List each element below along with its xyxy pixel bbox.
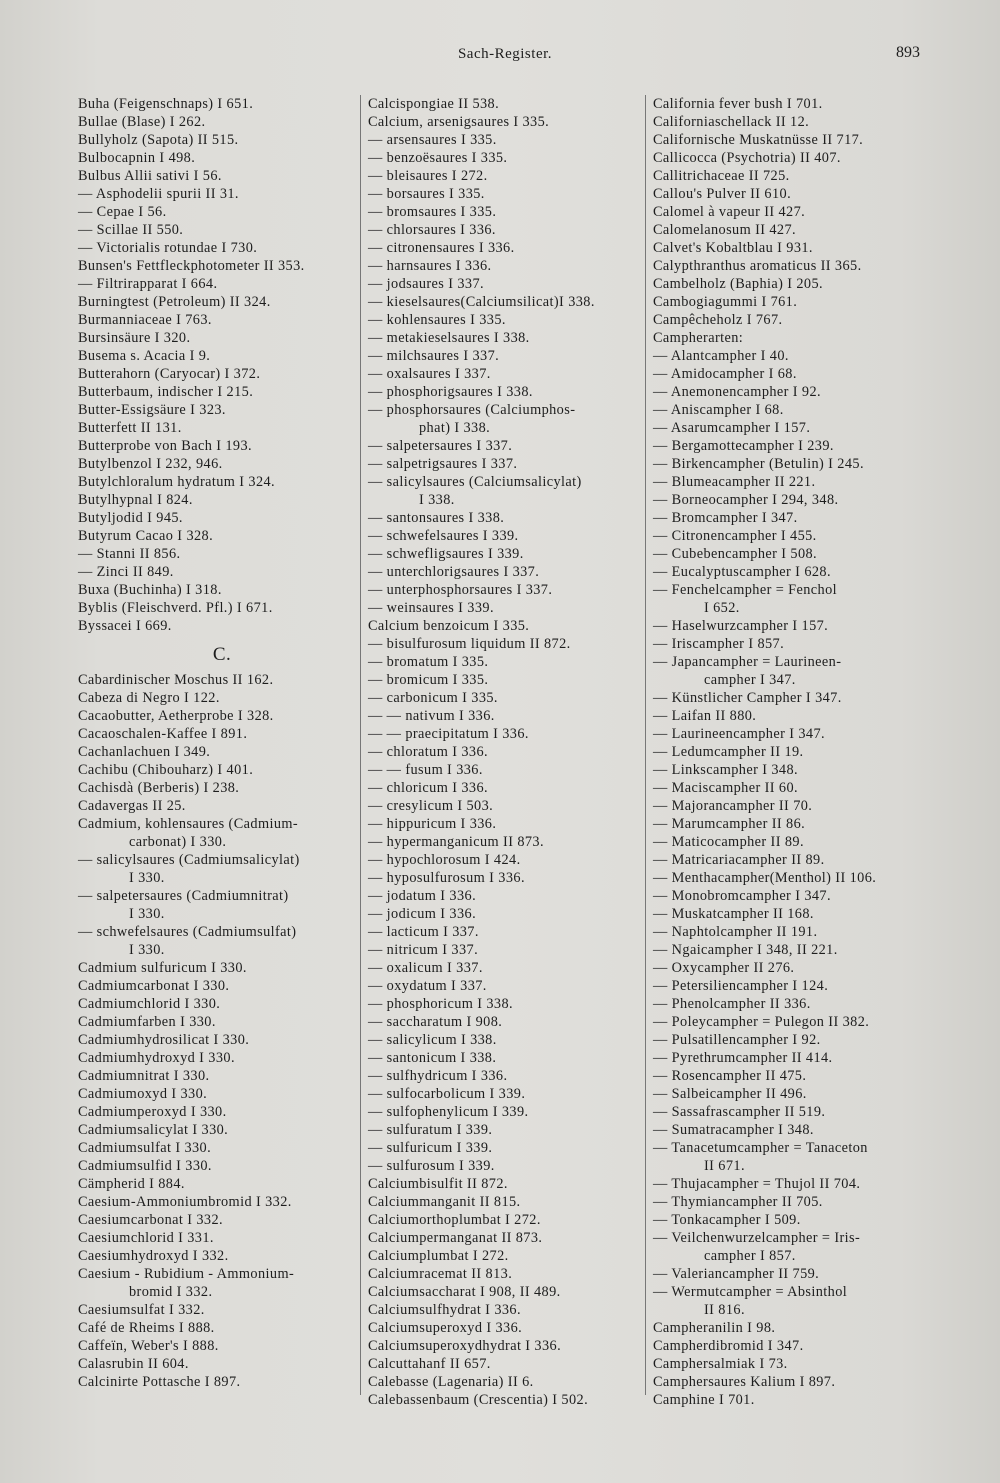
index-entry: — Zinci II 849. <box>78 564 174 580</box>
index-entry: Calcuttahanf II 657. <box>368 1356 491 1372</box>
index-column-2 <box>368 95 658 1409</box>
index-entry: Calciumsuperoxyd I 336. <box>368 1320 523 1336</box>
index-entry: — kohlensaures I 335. <box>368 312 506 328</box>
index-entry: — Asarumcampher I 157. <box>653 420 811 436</box>
index-entry-continuation: I 330. <box>129 906 165 922</box>
index-entry: Butterprobe von Bach I 193. <box>78 438 252 454</box>
index-entry: — jodsaures I 337. <box>368 276 484 292</box>
index-entry: Cachisdà (Berberis) I 238. <box>78 780 240 796</box>
index-entry: — hyposulfurosum I 336. <box>368 870 525 886</box>
index-entry: — sulfuricum I 339. <box>368 1140 493 1156</box>
index-entry: — benzoësaures I 335. <box>368 150 508 166</box>
index-entry: Caesiumsulfat I 332. <box>78 1302 205 1318</box>
index-entry: — unterphosphorsaures I 337. <box>368 582 553 598</box>
index-entry: — milchsaures I 337. <box>368 348 500 364</box>
index-entry: — Poleycampher = Pulegon II 382. <box>653 1014 870 1030</box>
index-entry: Busema s. Acacia I 9. <box>78 348 211 364</box>
index-entry: — Maticocampher II 89. <box>653 834 804 850</box>
index-entry: Cadmiumsulfid I 330. <box>78 1158 212 1174</box>
index-entry: — Cepae I 56. <box>78 204 167 220</box>
index-entry: Caesiumchlorid I 331. <box>78 1230 214 1246</box>
index-entry: Cacaobutter, Aetherprobe I 328. <box>78 708 274 724</box>
index-entry-continuation: I 338. <box>419 492 455 508</box>
index-entry: — Tanacetumcampher = Tanaceton <box>653 1140 868 1156</box>
index-entry: Cambogiagummi I 761. <box>653 294 798 310</box>
index-entry: — Anemonencampher I 92. <box>653 384 822 400</box>
index-entry: Bullae (Blase) I 262. <box>78 114 206 130</box>
index-entry: — bisulfurosum liquidum II 872. <box>368 636 571 652</box>
index-entry: — schwefelsaures I 339. <box>368 528 519 544</box>
index-entry: — phosphoricum I 338. <box>368 996 514 1012</box>
index-entry: Cadmiumchlorid I 330. <box>78 996 221 1012</box>
index-entry: Cadavergas II 25. <box>78 798 186 814</box>
index-entry-continuation: I 330. <box>129 942 165 958</box>
index-entry: — Laifan II 880. <box>653 708 757 724</box>
index-entry: — Laurineencampher I 347. <box>653 726 825 742</box>
index-entry: Campherdibromid I 347. <box>653 1338 804 1354</box>
index-entry: Callitrichaceae II 725. <box>653 168 790 184</box>
index-entry-continuation: campher I 347. <box>704 672 796 688</box>
index-entry: — schwefligsaures I 339. <box>368 546 524 562</box>
index-entry: Bulbus Allii sativi I 56. <box>78 168 222 184</box>
index-entry: Cadmiumhydroxyd I 330. <box>78 1050 235 1066</box>
index-entry: — Blumeacampher II 221. <box>653 474 816 490</box>
index-entry: — sulfuratum I 339. <box>368 1122 493 1138</box>
index-entry: — — praecipitatum I 336. <box>368 726 529 742</box>
index-entry-continuation: bromid I 332. <box>129 1284 213 1300</box>
index-entry: Cadmium, kohlensaures (Cadmium- <box>78 816 299 832</box>
index-entry: — salpetersaures I 337. <box>368 438 513 454</box>
index-entry: Campherarten: <box>653 330 744 346</box>
index-entry: — Salbeicampher II 496. <box>653 1086 807 1102</box>
index-entry: — bromicum I 335. <box>368 672 489 688</box>
index-entry: — Ngaicampher I 348, II 221. <box>653 942 838 958</box>
index-entry: — bromsaures I 335. <box>368 204 497 220</box>
index-entry: — Thujacampher = Thujol II 704. <box>653 1176 861 1192</box>
index-entry: Camphine I 701. <box>653 1392 755 1408</box>
index-entry: — Marumcampher II 86. <box>653 816 806 832</box>
index-entry: — salpetersaures (Cadmiumnitrat) <box>78 888 289 904</box>
index-entry: Butterbaum, indischer I 215. <box>78 384 254 400</box>
index-entry: Calciumsaccharat I 908, II 489. <box>368 1284 561 1300</box>
index-entry: — oxalsaures I 337. <box>368 366 491 382</box>
index-entry: — Victorialis rotundae I 730. <box>78 240 258 256</box>
index-entry: — Pyrethrumcampher II 414. <box>653 1050 833 1066</box>
index-entry: — Fenchelcampher = Fenchol <box>653 582 838 598</box>
index-entry: — sulfurosum I 339. <box>368 1158 495 1174</box>
running-header <box>0 46 1000 70</box>
index-entry: Cabardinischer Moschus II 162. <box>78 672 274 688</box>
index-entry: — Rosencampher II 475. <box>653 1068 807 1084</box>
index-entry: Cadmiumhydrosilicat I 330. <box>78 1032 250 1048</box>
index-entry: Cadmium sulfuricum I 330. <box>78 960 247 976</box>
index-entry: — Amidocampher I 68. <box>653 366 797 382</box>
index-entry: Caesium-Ammoniumbromid I 332. <box>78 1194 292 1210</box>
index-entry: — Petersiliencampher I 124. <box>653 978 829 994</box>
index-entry: — — fusum I 336. <box>368 762 483 778</box>
index-entry: — arsensaures I 335. <box>368 132 497 148</box>
index-entry: — Eucalyptuscampher I 628. <box>653 564 831 580</box>
index-entry: — cresylicum I 503. <box>368 798 494 814</box>
index-entry: Caffeïn, Weber's I 888. <box>78 1338 219 1354</box>
index-entry: — carbonicum I 335. <box>368 690 498 706</box>
index-entry: — sulfhydricum I 336. <box>368 1068 508 1084</box>
index-entry: Caesium - Rubidium - Ammonium- <box>78 1266 295 1282</box>
index-entry: Caesiumhydroxyd I 332. <box>78 1248 229 1264</box>
index-entry: Calebasse (Lagenaria) II 6. <box>368 1374 534 1390</box>
page-number: 893 <box>896 44 920 61</box>
index-entry: — Borneocampher I 294, 348. <box>653 492 839 508</box>
index-entry: — santonicum I 338. <box>368 1050 497 1066</box>
index-entry: Cacaoschalen-Kaffee I 891. <box>78 726 248 742</box>
index-entry: — sulfocarbolicum I 339. <box>368 1086 526 1102</box>
index-entry: — Monobromcampher I 347. <box>653 888 831 904</box>
index-entry: Cambelholz (Baphia) I 205. <box>653 276 824 292</box>
index-entry: — nitricum I 337. <box>368 942 479 958</box>
index-entry-continuation: II 816. <box>704 1302 745 1318</box>
index-entry: — borsaures I 335. <box>368 186 485 202</box>
index-entry: — — nativum I 336. <box>368 708 495 724</box>
index-entry: — metakieselsaures I 338. <box>368 330 530 346</box>
index-entry: — hippuricum I 336. <box>368 816 497 832</box>
index-entry: — sulfophenylicum I 339. <box>368 1104 529 1120</box>
index-entry: Calciumsuperoxydhydrat I 336. <box>368 1338 562 1354</box>
index-entry: Butterahorn (Caryocar) I 372. <box>78 366 261 382</box>
index-entry: Calciumbisulfit II 872. <box>368 1176 508 1192</box>
index-entry: Cadmiumnitrat I 330. <box>78 1068 210 1084</box>
page-title: Sach-Register. <box>457 46 553 62</box>
index-entry: — oxydatum I 337. <box>368 978 487 994</box>
index-entry: Butyrum Cacao I 328. <box>78 528 214 544</box>
index-entry: Byblis (Fleischverd. Pfl.) I 671. <box>78 600 273 616</box>
section-letter: C. <box>212 644 232 665</box>
index-entry: — salicylsaures (Calciumsalicylat) <box>368 474 582 490</box>
index-entry: Calebassenbaum (Crescentia) I 502. <box>368 1392 589 1408</box>
index-entry: Campêcheholz I 767. <box>653 312 783 328</box>
index-entry: — chloricum I 336. <box>368 780 488 796</box>
index-entry: — Phenolcampher II 336. <box>653 996 811 1012</box>
index-entry: Cachibu (Chibouharz) I 401. <box>78 762 254 778</box>
index-entry: Calciummanganit II 815. <box>368 1194 521 1210</box>
index-entry: — bromatum I 335. <box>368 654 489 670</box>
index-entry: — chlorsaures I 336. <box>368 222 496 238</box>
index-entry: — Veilchenwurzelcampher = Iris- <box>653 1230 861 1246</box>
index-entry: — phosphorsaures (Calciumphos- <box>368 402 576 418</box>
index-entry: — jodatum I 336. <box>368 888 477 904</box>
index-entry: — Wermutcampher = Absinthol <box>653 1284 848 1300</box>
index-entry: Butylhypnal I 824. <box>78 492 193 508</box>
index-entry: — weinsaures I 339. <box>368 600 494 616</box>
index-entry: — Linkscampher I 348. <box>653 762 798 778</box>
index-entry: Cadmiumsulfat I 330. <box>78 1140 212 1156</box>
index-entry: Callicocca (Psychotria) II 407. <box>653 150 841 166</box>
index-entry: Calciumorthoplumbat I 272. <box>368 1212 541 1228</box>
index-entry: — Majorancampher II 70. <box>653 798 813 814</box>
index-entry: — salpetrigsaures I 337. <box>368 456 518 472</box>
index-entry: Callou's Pulver II 610. <box>653 186 792 202</box>
index-entry: Calciumplumbat I 272. <box>368 1248 509 1264</box>
index-entry: Bunsen's Fettfleckphotometer II 353. <box>78 258 305 274</box>
index-entry-continuation: I 652. <box>704 600 740 616</box>
index-entry: — Naphtolcampher II 191. <box>653 924 818 940</box>
index-entry: Cadmiumcarbonat I 330. <box>78 978 230 994</box>
index-entry: — saccharatum I 908. <box>368 1014 503 1030</box>
index-entry: — Pulsatillencampher I 92. <box>653 1032 821 1048</box>
index-entry: — Haselwurzcampher I 157. <box>653 618 829 634</box>
index-entry: — citronensaures I 336. <box>368 240 515 256</box>
index-entry: Calcium benzoicum I 335. <box>368 618 530 634</box>
index-entry: — Valeriancampher II 759. <box>653 1266 820 1282</box>
index-entry: — Thymiancampher II 705. <box>653 1194 823 1210</box>
index-column-1 <box>78 95 366 1391</box>
index-entry: — Filtrirapparat I 664. <box>78 276 218 292</box>
index-entry: — Matricariacampher II 89. <box>653 852 825 868</box>
index-entry: — harnsaures I 336. <box>368 258 492 274</box>
index-entry: Burmanniaceae I 763. <box>78 312 212 328</box>
index-entry-continuation: II 671. <box>704 1158 745 1174</box>
index-entry: Cämpherid I 884. <box>78 1176 185 1192</box>
index-entry: — Birkencampher (Betulin) I 245. <box>653 456 864 472</box>
index-entry: Calcispongiae II 538. <box>368 96 500 112</box>
index-entry: — Sassafrascampher II 519. <box>653 1104 826 1120</box>
index-entry: Butterfett II 131. <box>78 420 182 436</box>
index-entry: Calcinirte Pottasche I 897. <box>78 1374 241 1390</box>
index-entry: Calomel à vapeur II 427. <box>653 204 806 220</box>
index-entry: — Ledumcampher II 19. <box>653 744 804 760</box>
index-entry: Burningtest (Petroleum) II 324. <box>78 294 271 310</box>
index-entry: — Tonkacampher I 509. <box>653 1212 801 1228</box>
index-entry: — lacticum I 337. <box>368 924 479 940</box>
index-entry: Campheranilin I 98. <box>653 1320 776 1336</box>
index-entry: — Künstlicher Campher I 347. <box>653 690 842 706</box>
index-entry: — Cubebencampher I 508. <box>653 546 818 562</box>
index-entry: — Citronencampher I 455. <box>653 528 817 544</box>
index-entry: — Scillae II 550. <box>78 222 184 238</box>
index-entry: Cachanlachuen I 349. <box>78 744 211 760</box>
index-entry: — Sumatracampher I 348. <box>653 1122 814 1138</box>
index-entry: Cadmiumfarben I 330. <box>78 1014 216 1030</box>
index-entry: — schwefelsaures (Cadmiumsulfat) <box>78 924 297 940</box>
index-entry: Calciumpermanganat II 873. <box>368 1230 543 1246</box>
index-entry: — santonsaures I 338. <box>368 510 505 526</box>
index-entry: — Oxycampher II 276. <box>653 960 795 976</box>
index-entry: Camphersaures Kalium I 897. <box>653 1374 836 1390</box>
index-entry: Cadmiumoxyd I 330. <box>78 1086 208 1102</box>
index-entry: — Bergamottecampher I 239. <box>653 438 834 454</box>
index-column-3 <box>653 95 953 1409</box>
index-entry: — phosphorigsaures I 338. <box>368 384 533 400</box>
index-entry: Butter-Essigsäure I 323. <box>78 402 226 418</box>
index-entry: Calypthranthus aromaticus II 365. <box>653 258 862 274</box>
index-entry: — Menthacampher(Menthol) II 106. <box>653 870 877 886</box>
column-divider-1 <box>360 95 361 1395</box>
index-entry-continuation: carbonat) I 330. <box>129 834 227 850</box>
index-entry: Butylbenzol I 232, 946. <box>78 456 223 472</box>
index-entry: Cabeza di Negro I 122. <box>78 690 220 706</box>
index-entry: Calcium, arsenigsaures I 335. <box>368 114 550 130</box>
index-entry: Calciumsulfhydrat I 336. <box>368 1302 521 1318</box>
index-entry: Californiaschellack II 12. <box>653 114 810 130</box>
index-entry: California fever bush I 701. <box>653 96 823 112</box>
index-entry: Bursinsäure I 320. <box>78 330 191 346</box>
index-entry: Butylchloralum hydratum I 324. <box>78 474 276 490</box>
index-entry: — Muskatcampher II 168. <box>653 906 814 922</box>
index-entry: Californische Muskatnüsse II 717. <box>653 132 864 148</box>
index-entry: — salicylsaures (Cadmiumsalicylat) <box>78 852 300 868</box>
column-divider-2 <box>645 95 646 1395</box>
index-entry: Butyljodid I 945. <box>78 510 183 526</box>
index-entry: — Alantcampher I 40. <box>653 348 789 364</box>
index-entry: — hypermanganicum II 873. <box>368 834 544 850</box>
index-entry: Buxa (Buchinha) I 318. <box>78 582 222 598</box>
index-entry: — salicylicum I 338. <box>368 1032 497 1048</box>
index-entry: Cadmiumsalicylat I 330. <box>78 1122 229 1138</box>
index-entry: — unterchlorigsaures I 337. <box>368 564 540 580</box>
index-entry: Camphersalmiak I 73. <box>653 1356 788 1372</box>
index-entry: — hypochlorosum I 424. <box>368 852 521 868</box>
index-entry: — oxalicum I 337. <box>368 960 483 976</box>
index-entry-continuation: campher I 857. <box>704 1248 796 1264</box>
index-entry: Caesiumcarbonat I 332. <box>78 1212 223 1228</box>
index-entry: — Bromcampher I 347. <box>653 510 798 526</box>
index-entry: Cadmiumperoxyd I 330. <box>78 1104 227 1120</box>
index-entry: — chloratum I 336. <box>368 744 488 760</box>
index-entry: Calciumracemat II 813. <box>368 1266 513 1282</box>
index-entry: — jodicum I 336. <box>368 906 477 922</box>
index-entry: — Iriscampher I 857. <box>653 636 785 652</box>
index-entry: Calasrubin II 604. <box>78 1356 189 1372</box>
index-entry: Bulbocapnin I 498. <box>78 150 196 166</box>
index-entry: — Japancampher = Laurineen- <box>653 654 842 670</box>
index-entry-continuation: I 330. <box>129 870 165 886</box>
index-entry: Calomelanosum II 427. <box>653 222 797 238</box>
index-entry: — Maciscampher II 60. <box>653 780 798 796</box>
index-entry: — kieselsaures(Calciumsilicat)I 338. <box>368 294 595 310</box>
index-entry: — bleisaures I 272. <box>368 168 488 184</box>
index-entry: — Asphodelii spurii II 31. <box>78 186 239 202</box>
index-entry: — Stanni II 856. <box>78 546 181 562</box>
index-entry: Buha (Feigenschnaps) I 651. <box>78 96 254 112</box>
index-entry: — Aniscampher I 68. <box>653 402 784 418</box>
index-entry: Calvet's Kobaltblau I 931. <box>653 240 813 256</box>
index-entry-continuation: phat) I 338. <box>419 420 491 436</box>
index-entry: Byssacei I 669. <box>78 618 172 634</box>
index-entry: Bullyholz (Sapota) II 515. <box>78 132 239 148</box>
index-entry: Café de Rheims I 888. <box>78 1320 215 1336</box>
